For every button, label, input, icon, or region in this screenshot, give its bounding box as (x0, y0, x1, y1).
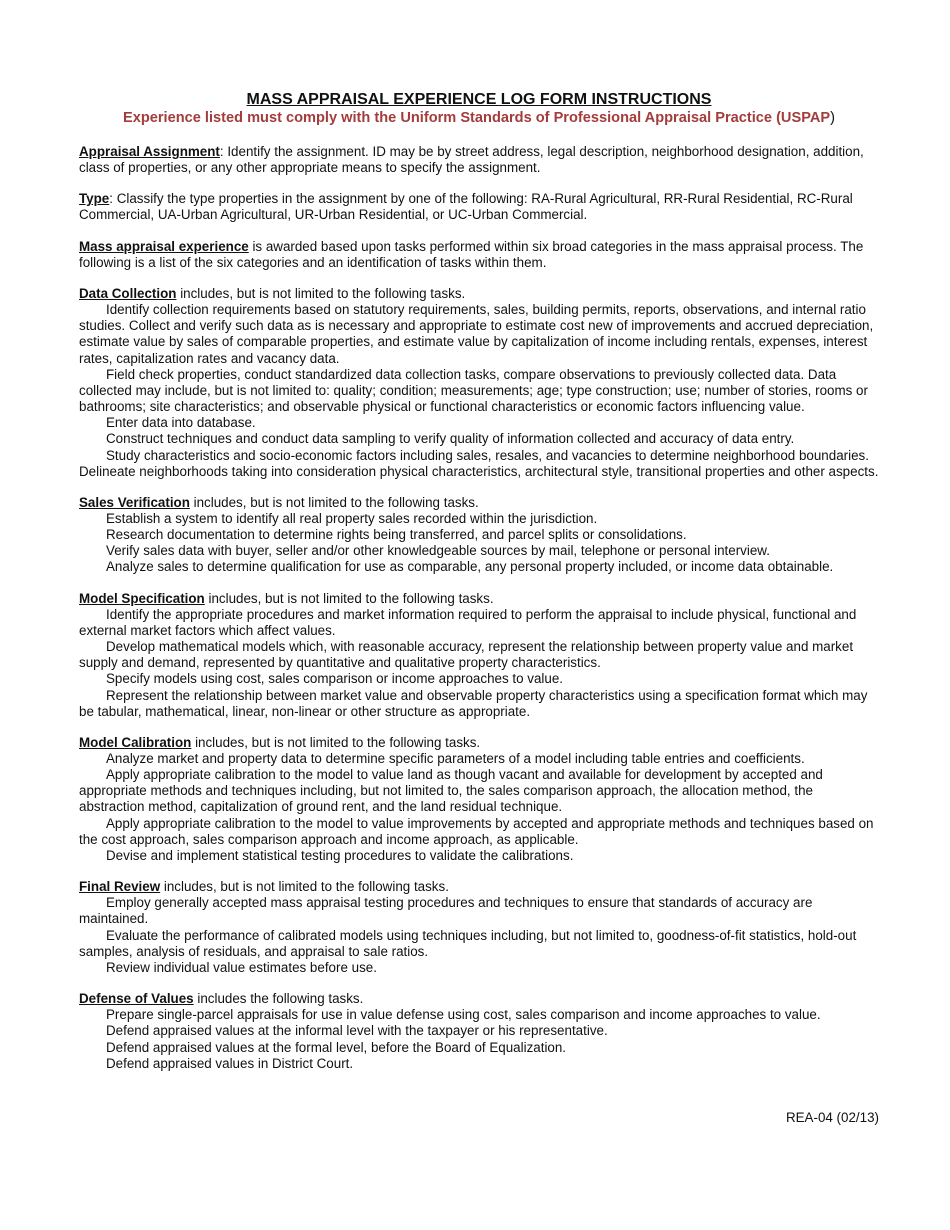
section-lead-text: includes, but is not limited to the following tasks. (176, 285, 466, 301)
mass-appraisal-experience-section (79, 239, 879, 271)
task-item: Identify collection requirements based on statutory requirements, sales, building permits, reports, observations, and internal ratio studies. Collect and verify such data as is necessary and appropriate to estimate cost new of improvements and accrued depreciation, estimate value by sales of comparable properties, and estimate value by capitalization of income including rentals, expenses, interest rates, capitalization rates and vacancy data. (79, 302, 874, 366)
defense-of-values-section (79, 991, 879, 1072)
task-item: Defend appraised values at the formal level, before the Board of Equalization. (106, 1039, 567, 1055)
task-item: Research documentation to determine rights being transferred, and parcel splits or consolidations. (106, 527, 687, 543)
task-item: Enter data into database. (106, 415, 256, 431)
task-item: Verify sales data with buyer, seller and/or other knowledgeable sources by mail, telephone or personal interview. (106, 543, 770, 559)
final-review-heading: Final Review (79, 879, 161, 895)
sales-verification-heading: Sales Verification (79, 494, 190, 510)
subtitle-close-paren: ) (830, 110, 836, 126)
task-item: Devise and implement statistical testing procedures to validate the calibrations. (106, 847, 574, 863)
mass-appraisal-experience-text: is awarded based upon tasks performed within six broad categories in the mass appraisal process. The following is a list of the six categories and an identification of tasks within them. (79, 238, 864, 270)
task-item: Develop mathematical models which, with reasonable accuracy, represent the relationship between property value and market supply and demand, represented by quantitative and qualitative property characteristics. (79, 639, 854, 671)
task-item: Establish a system to identify all real property sales recorded within the jurisdiction. (106, 510, 598, 526)
task-item: Specify models using cost, sales comparison or income approaches to value. (106, 671, 564, 687)
page-subtitle (79, 109, 879, 127)
task-item: Field check properties, conduct standardized data collection tasks, compare observations to previously collected data. Data collected may include, but is not limited to: quality; condition; measurements; age; type construction; use; number of stories, rooms or bathrooms; site characteristics; and observable physical or functional characteristics or economic factors influencing value. (79, 366, 868, 415)
task-item: Study characteristics and socio-economic factors including sales, resales, and vacancies to determine neighborhood boundaries. Delineate neighborhoods taking into consideration physical characteristics, architectural style, transitional properties and other aspects. (79, 447, 879, 479)
task-item: Construct techniques and conduct data sampling to verify quality of information collected and accuracy of data entry. (106, 431, 795, 447)
page-title: MASS APPRAISAL EXPERIENCE LOG FORM INSTRUCTIONS (246, 91, 712, 108)
appraisal-assignment-section (79, 144, 879, 176)
section-lead-text: includes, but is not limited to the following tasks. (191, 734, 481, 750)
task-item: Apply appropriate calibration to the model to value improvements by accepted and appropriate methods and techniques based on the cost approach, sales comparison approach and income approach, as applicable. (79, 815, 874, 847)
defense-of-values-heading: Defense of Values (79, 991, 194, 1007)
document-page (79, 90, 879, 1072)
section-lead-text: includes the following tasks. (193, 991, 364, 1007)
data-collection-heading: Data Collection (79, 285, 177, 301)
section-heading-line (79, 879, 879, 895)
final-review-section (79, 879, 879, 976)
type-heading: Type (79, 191, 110, 207)
task-item: Analyze market and property data to determine specific parameters of a model including table entries and coefficients. (106, 751, 805, 766)
section-heading-line (79, 591, 879, 607)
data-collection-section (79, 286, 879, 480)
appraisal-assignment-heading: Appraisal Assignment (79, 144, 220, 159)
task-item: Represent the relationship between market value and observable property characteristics using a specification format which may be tabular, mathematical, linear, non-linear or other structure as appropriate. (79, 687, 868, 719)
task-item: Defend appraised values at the informal level with the taxpayer or his representative. (106, 1023, 608, 1039)
task-item: Review individual value estimates before use. (106, 959, 377, 975)
sales-verification-section (79, 495, 879, 576)
task-item: Evaluate the performance of calibrated models using techniques including, but not limited to, goodness-of-fit statistics, hold-out samples, analysis of residuals, and appraisal to sale ratios. (79, 927, 857, 959)
appraisal-assignment-paragraph (79, 144, 879, 176)
type-paragraph (79, 191, 879, 223)
task-item: Defend appraised values in District Court. (106, 1055, 354, 1071)
mass-appraisal-experience-heading: Mass appraisal experience (79, 238, 249, 254)
task-item: Apply appropriate calibration to the model to value land as though vacant and available for development by accepted and appropriate methods and techniques including, but not limited to, the sales comparison approach, the allocation method, the abstraction method, capitalization of ground rent, and the land residual technique. (79, 767, 823, 815)
type-text: : Classify the type properties in the assignment by one of the following: RA-Rural Agricultural, RR-Rural Residential, RC-Rural Commercial, UA-Urban Agricultural, UR-Urban Residential, or UC-Urban Commercial. (79, 191, 853, 223)
task-item: Employ generally accepted mass appraisal testing procedures and techniques to ensure that standards of accuracy are maintained. (79, 895, 813, 927)
task-item: Prepare single-parcel appraisals for use in value defense using cost, sales comparison and income approaches to value. (106, 1007, 821, 1023)
model-calibration-heading: Model Calibration (79, 734, 192, 750)
section-heading-line (79, 991, 879, 1007)
subtitle-text: Experience listed must comply with the Uniform Standards of Professional Appraisal Practice (USPAP (122, 110, 831, 126)
task-item: Identify the appropriate procedures and market information required to perform the appraisal to include physical, functional and external market factors which affect values. (79, 606, 857, 638)
section-lead-text: includes, but is not limited to the following tasks. (160, 879, 449, 895)
appraisal-assignment-text: : Identify the assignment. ID may be by street address, legal description, neighborhood designation, addition, class of properties, or any other appropriate means to specify the assignment. (79, 144, 864, 176)
section-lead-text: includes, but is not limited to the following tasks. (189, 494, 479, 510)
section-heading-line (79, 495, 879, 511)
type-section (79, 191, 879, 223)
model-specification-section (79, 591, 879, 720)
mass-appraisal-experience-paragraph (79, 239, 879, 271)
section-lead-text: includes, but is not limited to the following tasks. (204, 590, 494, 606)
model-specification-heading: Model Specification (79, 590, 205, 606)
task-item: Analyze sales to determine qualification for use as comparable, any personal property included, or income data obtainable. (106, 559, 834, 575)
section-heading-line (79, 735, 879, 751)
form-id-footer: REA-04 (02/13) (785, 1110, 879, 1125)
model-calibration-section (79, 735, 879, 864)
section-heading-line (79, 286, 879, 302)
